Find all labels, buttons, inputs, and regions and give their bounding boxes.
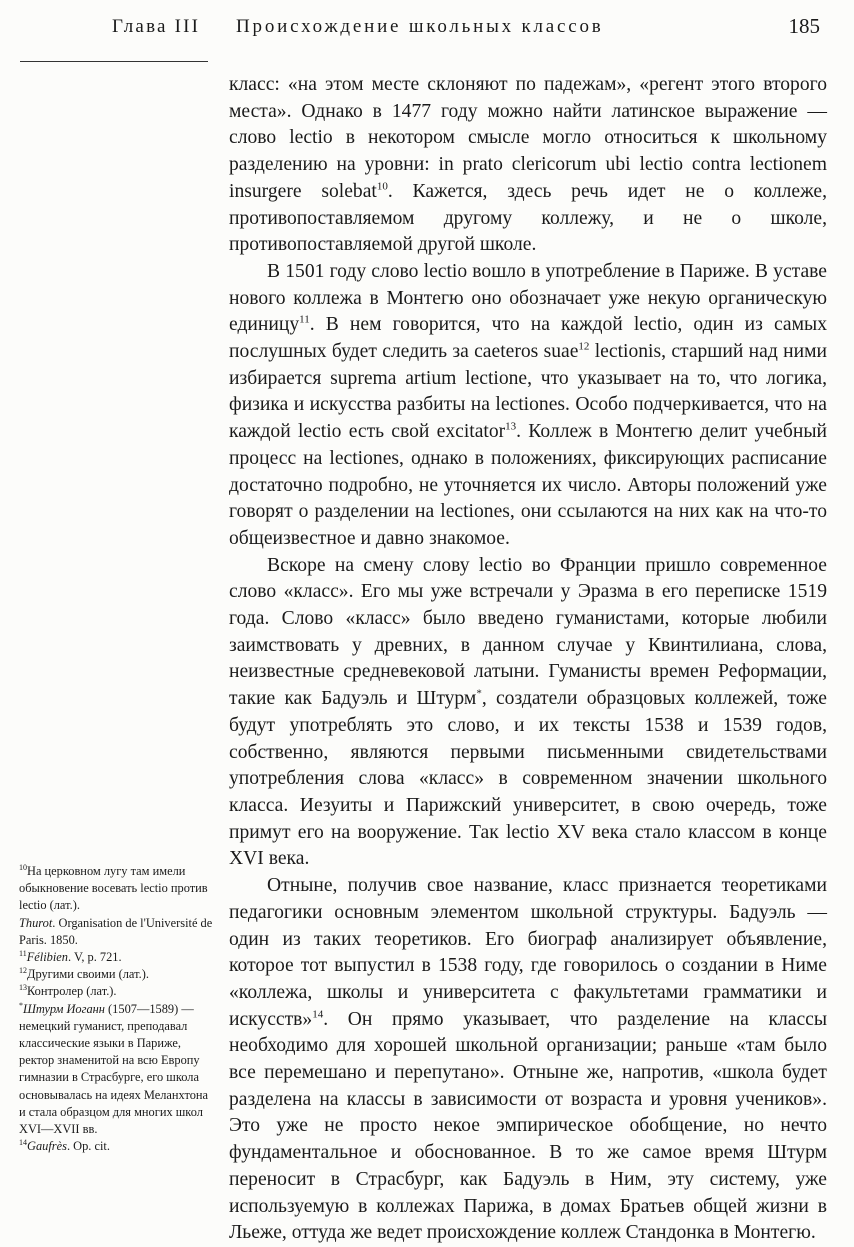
footnote-ref: 10 bbox=[376, 180, 388, 193]
text-run: . Коллеж в Монтегю делит учебный процесс на lectiones, однако в положениях, фиксирующих расписание достаточно подробно, не уточняется их число. Авторы положений уже говорят о разделении на lectiones, они ссылаются на них как на что-то общеизвестное и давно знакомое. bbox=[229, 421, 827, 549]
footnote-text: (1507—1589) — немецкий гуманист, преподавал классические языки в Париже, ректор знаменитой на всю Европу гимназии в Страсбурге, его школа основывалась на идеях Меланхтона и стала образцом для многих школ XVI—XVII вв. bbox=[19, 1001, 209, 1137]
text-run: В 1501 году слово lectio вошло в употребление в Париже. В уставе нового коллежа в Монтегю оно обозначает уже некую органическую единицу bbox=[229, 260, 827, 336]
paragraph bbox=[229, 259, 827, 553]
footnote-ref: 11 bbox=[299, 313, 310, 326]
text-run: lectionis, старший над ними избирается suprema artium lectione, что указывает на то, что логика, физика и искусства разбиты на lectiones. Особо подчеркивается, что на каждой lectio есть свой excitator bbox=[229, 341, 827, 443]
footnote-text: . Organisation de l'Université de Paris. 1850. bbox=[19, 915, 213, 947]
footnote-mark: * bbox=[19, 1000, 23, 1010]
footnote-author: Thurot bbox=[19, 915, 53, 930]
footnote-text: . V, p. 721. bbox=[68, 950, 122, 965]
text-run: класс: «на этом месте склоняют по падежам», «регент этого второго места». Однако в 1477 году можно найти латинское выражение — слово lectio в некотором смысле могло относиться к школьному разделению на уровни: in prato clericorum ubi lectio contra lectionem insurgere solebat bbox=[229, 74, 827, 202]
footnote-author: Gaufrès bbox=[27, 1139, 67, 1154]
footnote-author: Félibien bbox=[26, 950, 68, 965]
footnote-mark: 13 bbox=[19, 983, 27, 993]
footnote bbox=[19, 1138, 216, 1155]
footnote-text: Другими своими (лат.). bbox=[27, 967, 149, 982]
footnote-mark: 11 bbox=[19, 948, 27, 958]
footnote-mark: 10 bbox=[19, 862, 27, 872]
paragraph bbox=[229, 72, 827, 259]
footnote-ref: 13 bbox=[505, 420, 517, 433]
paragraph bbox=[229, 873, 827, 1247]
header-rule bbox=[20, 61, 208, 62]
page-number: 185 bbox=[788, 14, 820, 38]
main-text bbox=[229, 72, 827, 1247]
footnote-ref: * bbox=[476, 687, 482, 700]
footnote-text: На церковном лугу там имели обыкновение восевать lectio против lectio (лат.). bbox=[19, 864, 208, 913]
paragraph bbox=[229, 553, 827, 873]
text-run: , создатели образцовых коллежей, тоже будут употреблять это слово, и их тексты 1538 и 1539 годов, собственно, являются первыми письменными свидетельствами употребления слова «класс» в современном значении школьного класса. Иезуиты и Парижский университет, в свою очередь, тоже примут его на вооружение. Так lectio XV века стало классом в конце XVI века. bbox=[229, 688, 827, 870]
margin-notes bbox=[19, 863, 216, 1155]
text-run: . Он прямо указывает, что разделение на классы необходимо для хорошей школьной организации; раньше «там было все перемешано и перепутано». Отныне же, напротив, «школа будет разделена на классы в зависимости от возраста и уровня учеников». Это уже не просто некое эмпирическое обобщение, но нечто фундаментальное и обоснованное. В то же самое время Штурм переносит в Страсбург, как Бадуэль в Ним, эту систему, уже используемую в коллежах Парижа, в домах Братьев общей жизни в Льеже, оттуда же ведет происхождение коллеж Стандонка в Монтегю. bbox=[229, 1008, 827, 1244]
footnote bbox=[19, 966, 216, 983]
text-run: Вскоре на смену слову lectio во Франции пришло современное слово «класс». Его мы уже встречали у Эразма в его переписке 1519 года. Слово «класс» было введено гуманистами, которые любили заимствовать у древних, в данном случае у Квинтилиана, слова, неизвестные средневековой латыни. Гуманисты времен Реформации, такие как Бадуэль и Штурм bbox=[229, 554, 827, 710]
footnote-text: Контролер (лат.). bbox=[27, 984, 117, 999]
text-run: . Кажется, здесь речь идет не о коллеже, противопоставляемом другому коллежу, и не о школе, противопоставляемой другой школе. bbox=[229, 180, 827, 256]
footnote bbox=[19, 949, 216, 966]
footnote bbox=[19, 915, 216, 949]
footnote-ref: 14 bbox=[312, 1008, 324, 1021]
footnote-mark: 14 bbox=[19, 1138, 27, 1148]
footnote-ref: 12 bbox=[578, 340, 590, 353]
footnote-text: . Op. cit. bbox=[66, 1139, 110, 1154]
chapter-label: Глава III bbox=[112, 16, 201, 37]
footnote bbox=[19, 983, 216, 1000]
text-run: . В нем говорится, что на каждой lectio, один из самых послушных будет следить за caeteros suae bbox=[229, 314, 827, 363]
footnote-mark: 12 bbox=[19, 966, 27, 976]
running-header bbox=[0, 14, 854, 54]
chapter-title: Происхождение школьных классов bbox=[236, 16, 604, 37]
footnote bbox=[19, 1001, 216, 1139]
footnote bbox=[19, 863, 216, 915]
text-run: Отныне, получив свое название, класс признается теоретиками педагогики основным элементом школьной структуры. Бадуэль — один из таких теоретиков. Его биограф анализирует объявление, которое тот выпустил в 1538 году, где говорилось о создании в Ниме «коллежа, школы и университета с факультетами грамматики и искусств» bbox=[229, 875, 827, 1030]
footnote-author: Штурм Иоганн bbox=[23, 1001, 105, 1016]
